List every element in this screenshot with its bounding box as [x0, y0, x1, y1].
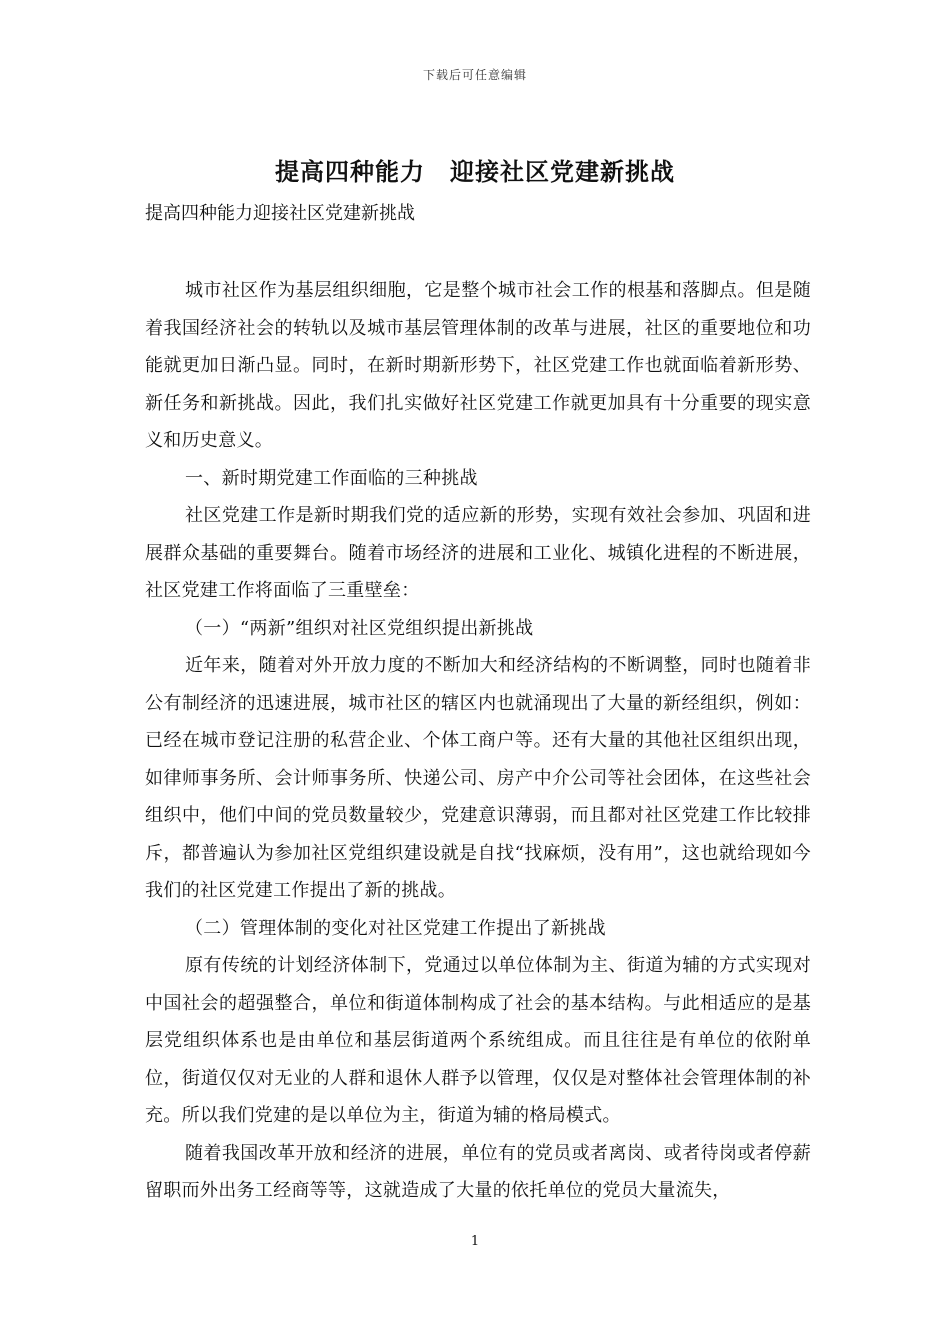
- paragraph: 近年来，随着对外开放力度的不断加大和经济结构的不断调整，同时也随着非公有制经济的迅速进展，城市社区的辖区内也就涌现出了大量的新经组织，例如：已经在城市登记注册的私营企业、个体工商户等。还有大量的其他社区组织出现，如律师事务所、会计师事务所、快递公司、房产中介公司等社会团体，在这些社会组织中，他们中间的党员数量较少，党建意识薄弱，而且都对社区党建工作比较排斥，都普遍认为参加社区党组织建设就是自找“找麻烦，没有用”，这也就给现如今我们的社区党建工作提出了新的挑战。: [145, 655, 811, 901]
- paragraph: 社区党建工作是新时期我们党的适应新的形势，实现有效社会参加、巩固和进展群众基础的重要舞台。随着市场经济的进展和工业化、城镇化进程的不断进展，社区党建工作将面临了三重壁垒：: [145, 505, 811, 601]
- document-subtitle: 提高四种能力迎接社区党建新挑战: [145, 203, 415, 224]
- subsection-heading-1: （一）“两新”组织对社区党组织提出新挑战: [185, 617, 534, 639]
- paragraph: 原有传统的计划经济体制下，党通过以单位体制为主、街道为辅的方式实现对中国社会的超强整合，单位和街道体制构成了社会的基本结构。与此相适应的是基层党组织体系也是由单位和基层街道两个系统组成。而且往往是有单位的依附单位，街道仅仅对无业的人群和退休人群予以管理，仅仅是对整体社会管理体制的补充。所以我们党建的是以单位为主，街道为辅的格局模式。: [145, 955, 811, 1126]
- section-heading-1: 一、新时期党建工作面临的三种挑战: [185, 467, 478, 489]
- paragraph-intro: 城市社区作为基层组织细胞，它是整个城市社会工作的根基和落脚点。但是随着我国经济社会的转轨以及城市基层管理体制的改革与进展，社区的重要地位和功能就更加日渐凸显。同时，在新时期新形势下，社区党建工作也就面临着新形势、新任务和新挑战。因此，我们扎实做好社区党建工作就更加具有十分重要的现实意义和历史意义。: [145, 280, 811, 451]
- page-number: 1: [470, 1234, 480, 1249]
- subsection-heading-2: （二）管理体制的变化对社区党建工作提出了新挑战: [185, 917, 606, 939]
- header-note: 下载后可任意编辑: [422, 68, 527, 82]
- document-title: 提高四种能力 迎接社区党建新挑战: [275, 157, 675, 186]
- document-body: [145, 272, 811, 1210]
- paragraph: 随着我国改革开放和经济的进展，单位有的党员或者离岗、或者待岗或者停薪留职而外出务工经商等等，这就造成了大量的依托单位的党员大量流失，: [145, 1142, 811, 1201]
